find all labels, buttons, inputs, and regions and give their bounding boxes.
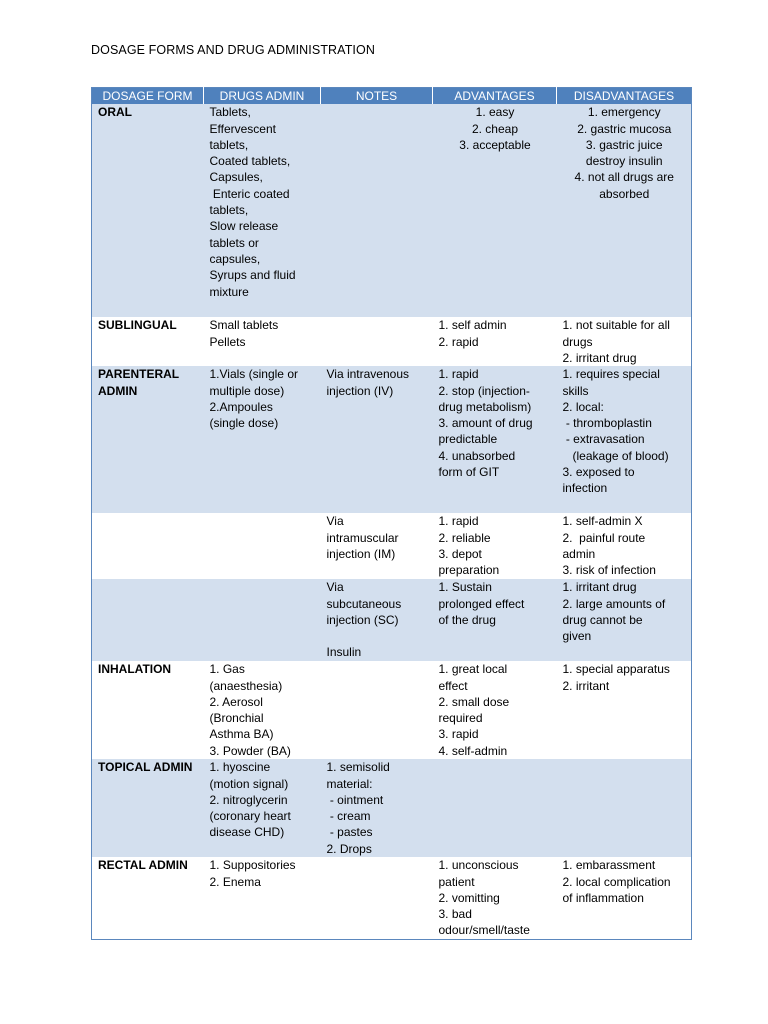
- cell-line: - pastes: [326, 825, 373, 840]
- drugs-admin-cell: [204, 759, 321, 857]
- cell-line: tablets,: [209, 137, 249, 152]
- cell-line: 2. vomitting: [438, 890, 500, 905]
- cell-line: 3. depot: [438, 546, 482, 561]
- cell-line: 2. gastric mucosa: [577, 121, 672, 136]
- cell-line: PARENTERAL: [98, 367, 180, 382]
- cell-line: form of GIT: [438, 465, 500, 480]
- dosage-form-cell: [92, 366, 204, 513]
- dosage-form-cell: [92, 759, 204, 857]
- cell-line: 1. irritant drug: [562, 580, 637, 595]
- cell-line: disease CHD): [209, 825, 285, 840]
- cell-line: RECTAL ADMIN: [98, 858, 188, 873]
- drugs-admin-cell: [204, 366, 321, 513]
- cell-line: required: [438, 711, 483, 726]
- cell-line: TOPICAL ADMIN: [98, 760, 193, 775]
- cell-line: 2. Drops: [326, 841, 372, 856]
- cell-line: Asthma BA): [209, 727, 274, 742]
- notes-cell: [321, 857, 433, 939]
- cell-line: effect: [438, 678, 468, 693]
- cell-line: skills: [562, 383, 589, 398]
- cell-line: 1. not suitable for all: [562, 318, 670, 333]
- cell-line: preparation: [438, 563, 500, 578]
- cell-line: 3. exposed to: [562, 465, 635, 480]
- cell-line: mixture: [209, 284, 249, 299]
- disadvantages-cell: [557, 857, 692, 939]
- cell-line: [327, 628, 428, 644]
- dosage-form-cell: [92, 513, 204, 579]
- cell-line: Slow release: [209, 219, 279, 234]
- cell-line: (anaesthesia): [209, 678, 283, 693]
- header-disadvantages: DISADVANTAGES: [557, 88, 692, 105]
- cell-line: 4. unabsorbed: [438, 448, 516, 463]
- cell-line: drug cannot be: [562, 612, 643, 627]
- cell-line: 1. rapid: [438, 514, 479, 529]
- cell-line: material:: [326, 776, 373, 791]
- disadvantages-cell: [557, 366, 692, 513]
- disadvantages-cell: [557, 579, 692, 661]
- dosage-form-cell: [92, 661, 204, 759]
- cell-line: 1. emergency: [587, 105, 661, 120]
- cell-line: 2. reliable: [438, 530, 491, 545]
- disadvantages-cell: [557, 661, 692, 759]
- notes-cell: [321, 759, 433, 857]
- cell-line: 3. Powder (BA): [209, 743, 291, 758]
- notes-cell: [321, 366, 433, 513]
- cell-line: 1. rapid: [438, 367, 479, 382]
- advantages-cell: [433, 759, 557, 857]
- notes-cell: [321, 661, 433, 759]
- advantages-cell: [433, 857, 557, 939]
- cell-line: 1. semisolid: [326, 760, 390, 775]
- header-advantages: ADVANTAGES: [433, 88, 557, 105]
- cell-line: (leakage of blood): [562, 448, 669, 463]
- cell-line: drugs: [562, 334, 593, 349]
- cell-line: 2. large amounts of: [562, 596, 666, 611]
- cell-line: drug metabolism): [438, 399, 532, 414]
- cell-line: Pellets: [209, 334, 246, 349]
- cell-line: 1. embarassment: [562, 858, 656, 873]
- cell-line: 2. local complication: [562, 874, 671, 889]
- cell-line: 4. self-admin: [438, 743, 508, 758]
- cell-line: patient: [438, 874, 475, 889]
- disadvantages-cell: [557, 104, 692, 317]
- drugs-admin-cell: [204, 317, 321, 366]
- cell-line: odour/smell/taste: [438, 923, 530, 938]
- dosage-form-cell: [92, 104, 204, 317]
- drugs-admin-cell: [204, 513, 321, 579]
- cell-line: prolonged effect: [438, 596, 525, 611]
- cell-line: Capsules,: [209, 170, 263, 185]
- cell-line: 3. risk of infection: [562, 563, 656, 578]
- header-dosage-form: DOSAGE FORM: [92, 88, 204, 105]
- cell-line: (single dose): [209, 416, 279, 431]
- cell-line: 2. local:: [562, 399, 604, 414]
- header-drugs-admin: DRUGS ADMIN: [204, 88, 321, 105]
- disadvantages-cell: [557, 759, 692, 857]
- dosage-form-cell: [92, 579, 204, 661]
- drugs-admin-cell: [204, 104, 321, 317]
- cell-line: injection (SC): [326, 612, 399, 627]
- table-row: [92, 366, 692, 513]
- dosage-form-cell: [92, 857, 204, 939]
- cell-line: given: [562, 629, 592, 644]
- cell-line: 1. great local: [438, 662, 508, 677]
- cell-line: 3. bad: [438, 907, 472, 922]
- notes-cell: [321, 104, 433, 317]
- cell-line: Tablets,: [209, 105, 251, 120]
- cell-line: 2. cheap: [471, 121, 519, 136]
- table-row: [92, 579, 692, 661]
- cell-line: 1.Vials (single or: [209, 367, 298, 382]
- cell-line: Coated tablets,: [209, 154, 291, 169]
- cell-line: 2. irritant drug: [562, 350, 637, 365]
- cell-line: 2.Ampoules: [209, 399, 273, 414]
- cell-line: 1. special apparatus: [562, 662, 670, 677]
- cell-line: 1. Sustain: [438, 580, 492, 595]
- notes-cell: [321, 579, 433, 661]
- cell-line: injection (IM): [326, 546, 396, 561]
- cell-line: Via intravenous: [326, 367, 409, 382]
- cell-line: intramuscular: [326, 530, 399, 545]
- header-notes: NOTES: [321, 88, 433, 105]
- drugs-admin-cell: [204, 857, 321, 939]
- cell-line: 3. rapid: [438, 727, 479, 742]
- cell-line: - thromboplastin: [562, 416, 652, 431]
- table-row: [92, 661, 692, 759]
- dosage-table: [91, 87, 692, 940]
- advantages-cell: [433, 317, 557, 366]
- cell-line: subcutaneous: [326, 596, 402, 611]
- cell-line: 3. amount of drug: [438, 416, 533, 431]
- cell-line: 2. painful route: [562, 530, 646, 545]
- cell-line: 2. rapid: [438, 334, 479, 349]
- cell-line: 2. stop (injection-: [438, 383, 530, 398]
- cell-line: - ointment: [326, 792, 384, 807]
- notes-cell: [321, 513, 433, 579]
- cell-line: 1. Suppositories: [209, 858, 296, 873]
- cell-line: 3. gastric juice: [585, 137, 663, 152]
- dosage-form-cell: [92, 317, 204, 366]
- cell-line: 1. hyoscine: [209, 760, 271, 775]
- cell-line: capsules,: [209, 251, 261, 266]
- cell-line: admin: [562, 546, 596, 561]
- cell-line: 1. easy: [475, 105, 515, 120]
- cell-line: 4. not all drugs are: [574, 170, 674, 185]
- disadvantages-cell: [557, 317, 692, 366]
- cell-line: Effervescent: [209, 121, 276, 136]
- disadvantages-cell: [557, 513, 692, 579]
- table-row: [92, 759, 692, 857]
- cell-line: multiple dose): [209, 383, 285, 398]
- cell-line: 1. requires special: [562, 367, 660, 382]
- advantages-cell: [433, 104, 557, 317]
- cell-line: INHALATION: [98, 662, 172, 677]
- cell-line: tablets,: [209, 203, 249, 218]
- table-row: [92, 104, 692, 317]
- cell-line: infection: [562, 481, 608, 496]
- cell-line: Enteric coated: [209, 186, 290, 201]
- cell-line: 2. irritant: [562, 678, 610, 693]
- notes-cell: [321, 317, 433, 366]
- cell-line: 1. self-admin X: [562, 514, 643, 529]
- cell-line: destroy insulin: [585, 154, 663, 169]
- cell-line: absorbed: [599, 186, 650, 201]
- cell-line: (coronary heart: [209, 809, 291, 824]
- cell-line: Small tablets: [209, 318, 279, 333]
- cell-line: 1. self admin: [438, 318, 507, 333]
- cell-line: ADMIN: [98, 383, 138, 398]
- drugs-admin-cell: [204, 579, 321, 661]
- cell-line: of inflammation: [562, 890, 644, 905]
- cell-line: 2. small dose: [438, 694, 510, 709]
- advantages-cell: [433, 661, 557, 759]
- cell-line: Insulin: [326, 645, 362, 660]
- cell-line: 2. nitroglycerin: [209, 792, 288, 807]
- document-title: DOSAGE FORMS AND DRUG ADMINISTRATION: [91, 43, 375, 57]
- table-row: [92, 857, 692, 939]
- cell-line: injection (IV): [326, 383, 394, 398]
- cell-line: 1. unconscious: [438, 858, 519, 873]
- table-row: [92, 513, 692, 579]
- advantages-cell: [433, 513, 557, 579]
- cell-line: (Bronchial: [209, 711, 264, 726]
- cell-line: Via: [326, 580, 344, 595]
- table-row: [92, 317, 692, 366]
- cell-line: 1. Gas: [209, 662, 245, 677]
- cell-line: (motion signal): [209, 776, 289, 791]
- drugs-admin-cell: [204, 661, 321, 759]
- cell-line: - cream: [326, 809, 371, 824]
- cell-line: Syrups and fluid: [209, 268, 296, 283]
- cell-line: tablets or: [209, 235, 259, 250]
- cell-line: - extravasation: [562, 432, 645, 447]
- cell-line: 3. acceptable: [459, 137, 531, 152]
- advantages-cell: [433, 366, 557, 513]
- advantages-cell: [433, 579, 557, 661]
- cell-line: SUBLINGUAL: [98, 318, 177, 333]
- cell-line: of the drug: [438, 612, 496, 627]
- cell-line: 2. Aerosol: [209, 694, 263, 709]
- cell-line: ORAL: [98, 105, 132, 120]
- cell-line: Via: [326, 514, 344, 529]
- header-row: [92, 88, 692, 105]
- cell-line: predictable: [438, 432, 498, 447]
- cell-line: 2. Enema: [209, 874, 261, 889]
